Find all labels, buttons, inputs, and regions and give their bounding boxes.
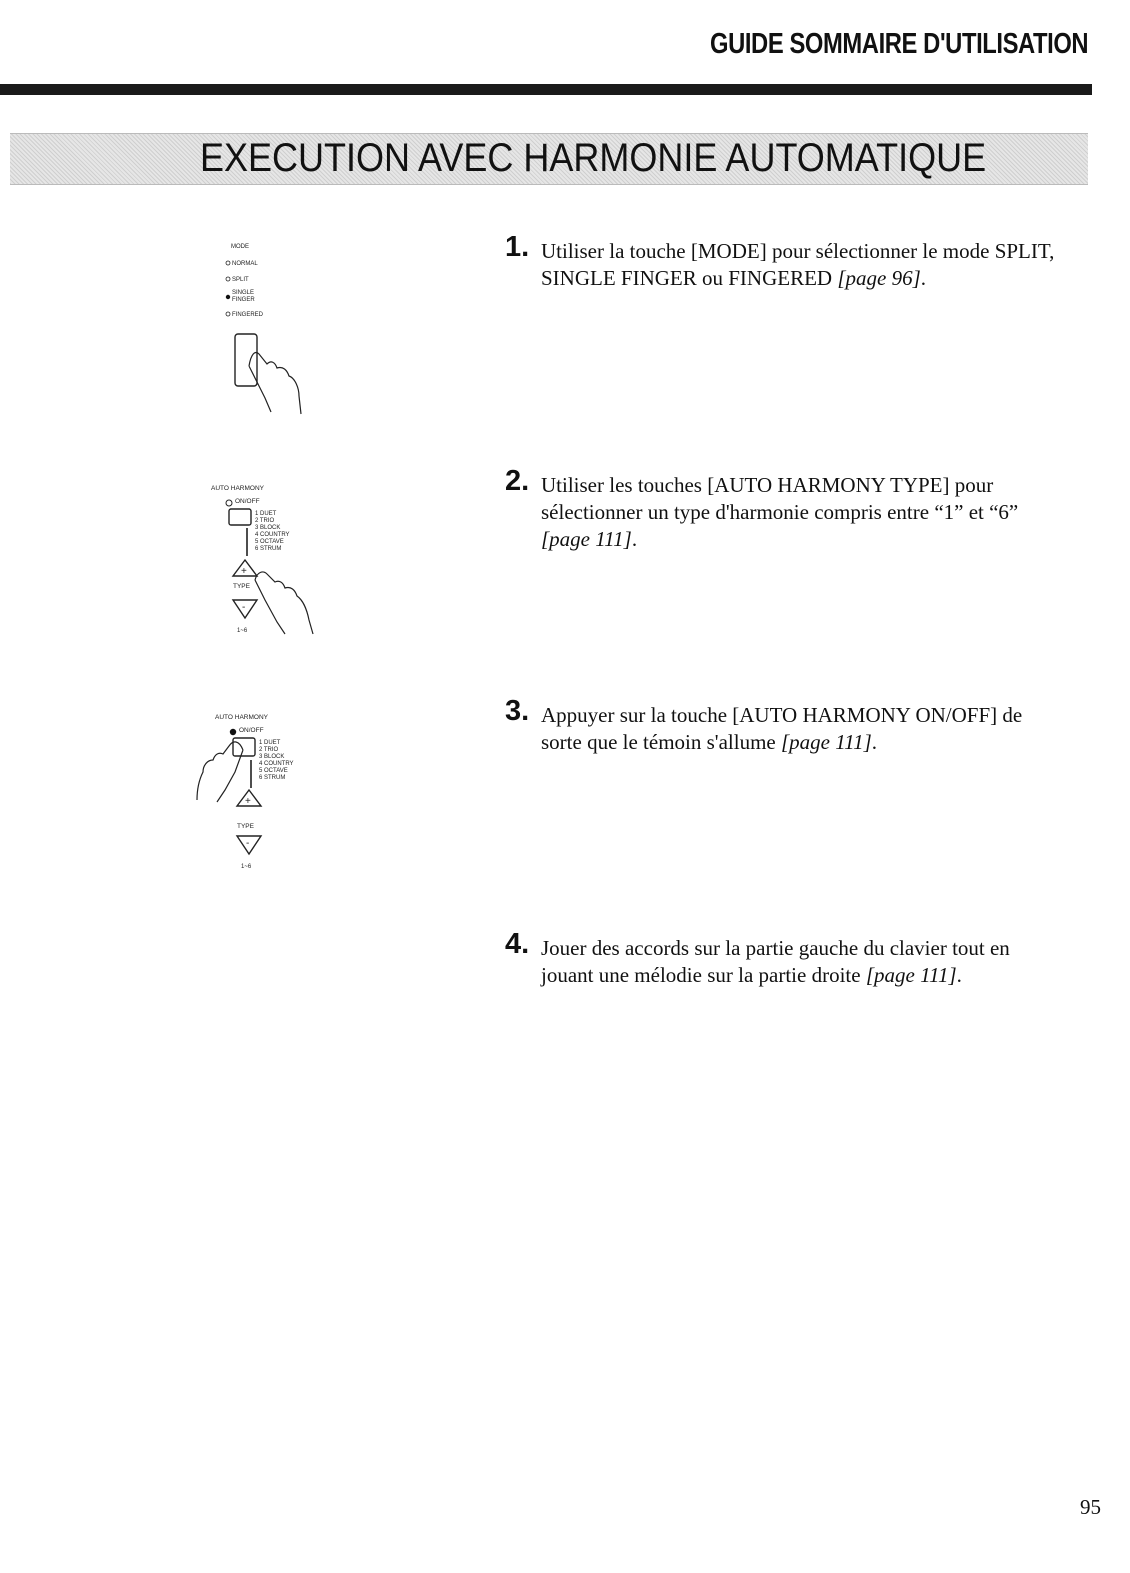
step-number: 4. (505, 928, 530, 960)
harmony-title: AUTO HARMONY (211, 485, 264, 492)
mode-button-icon (235, 334, 257, 386)
mode-title: MODE (231, 244, 249, 250)
mode-option-fingered: FINGERED (232, 312, 264, 318)
step-text: Utiliser la touche [MODE] pour sélectionner le mode SPLIT, SINGLE FINGER ou FINGERED [page 96]. (541, 239, 1055, 290)
harmony-type-diagram (205, 482, 335, 652)
onoff-label: ON/OFF (239, 727, 264, 734)
type-trio: 2 TRIO (255, 518, 275, 524)
plus-icon: + (245, 796, 251, 807)
range-label: 1~6 (241, 864, 252, 870)
minus-icon: - (246, 838, 250, 849)
type-block: 3 BLOCK (259, 754, 285, 760)
step-number: 3. (505, 695, 530, 727)
type-country: 4 COUNTRY (259, 761, 294, 767)
mode-option-normal: NORMAL (232, 261, 258, 267)
page-reference: [page 111] (541, 527, 632, 551)
type-octave: 5 OCTAVE (259, 768, 288, 774)
step-3 (505, 695, 1095, 756)
page-reference: [page 111] (865, 963, 957, 987)
type-strum: 6 STRUM (255, 546, 282, 552)
onoff-button-icon (229, 509, 251, 525)
step-2 (505, 465, 1095, 553)
type-duet: 1 DUET (255, 511, 277, 517)
header-rule (0, 84, 1092, 95)
type-label: TYPE (237, 823, 254, 830)
type-duet: 1 DUET (259, 740, 281, 746)
mode-option-single: SINGLE (232, 290, 255, 296)
harmony-onoff-diagram (195, 710, 330, 880)
split-indicator-icon (226, 277, 230, 281)
step-1 (505, 231, 1095, 292)
onoff-button-icon (233, 738, 255, 756)
mode-option-finger: FINGER (232, 297, 255, 303)
minus-icon: - (242, 602, 246, 613)
normal-indicator-icon (226, 261, 230, 265)
harmony-title: AUTO HARMONY (215, 714, 268, 721)
step-number: 1. (505, 231, 530, 263)
type-trio: 2 TRIO (259, 747, 279, 753)
type-octave: 5 OCTAVE (255, 539, 284, 545)
page-number: 95 (1080, 1495, 1101, 1519)
onoff-label: ON/OFF (235, 498, 260, 505)
type-label: TYPE (233, 583, 250, 590)
onoff-indicator-lit-icon (230, 729, 236, 735)
step-number: 2. (505, 465, 530, 497)
step-4 (505, 928, 1095, 989)
mode-option-split: SPLIT (232, 277, 249, 283)
pressing-hand-icon (255, 572, 313, 634)
pressing-hand-icon (197, 742, 243, 802)
page-reference: [page 111] (780, 730, 872, 754)
type-country: 4 COUNTRY (255, 532, 290, 538)
plus-icon: + (241, 566, 247, 577)
range-label: 1~6 (237, 628, 248, 634)
fingered-indicator-icon (226, 312, 230, 316)
onoff-indicator-icon (226, 500, 232, 506)
single-finger-indicator-icon (226, 295, 230, 299)
step-text: Utiliser les touches [AUTO HARMONY TYPE] pour sélectionner un type d'harmonie compris entre “1” et “6” [page 111]. (541, 473, 1019, 551)
section-title: EXECUTION AVEC HARMONIE AUTOMATIQUE (200, 136, 987, 180)
header-title: GUIDE SOMMAIRE D'UTILISATION (709, 28, 1088, 60)
mode-diagram (215, 236, 325, 426)
type-block: 3 BLOCK (255, 525, 281, 531)
type-strum: 6 STRUM (259, 775, 286, 781)
step-text: Appuyer sur la touche [AUTO HARMONY ON/OFF] de sorte que le témoin s'allume [page 111]. (541, 703, 1023, 754)
page-reference: [page 96] (837, 266, 921, 290)
section-banner (10, 133, 1088, 185)
step-text: Jouer des accords sur la partie gauche du clavier tout en jouant une mélodie sur la partie droite [page 111]. (541, 936, 1010, 987)
